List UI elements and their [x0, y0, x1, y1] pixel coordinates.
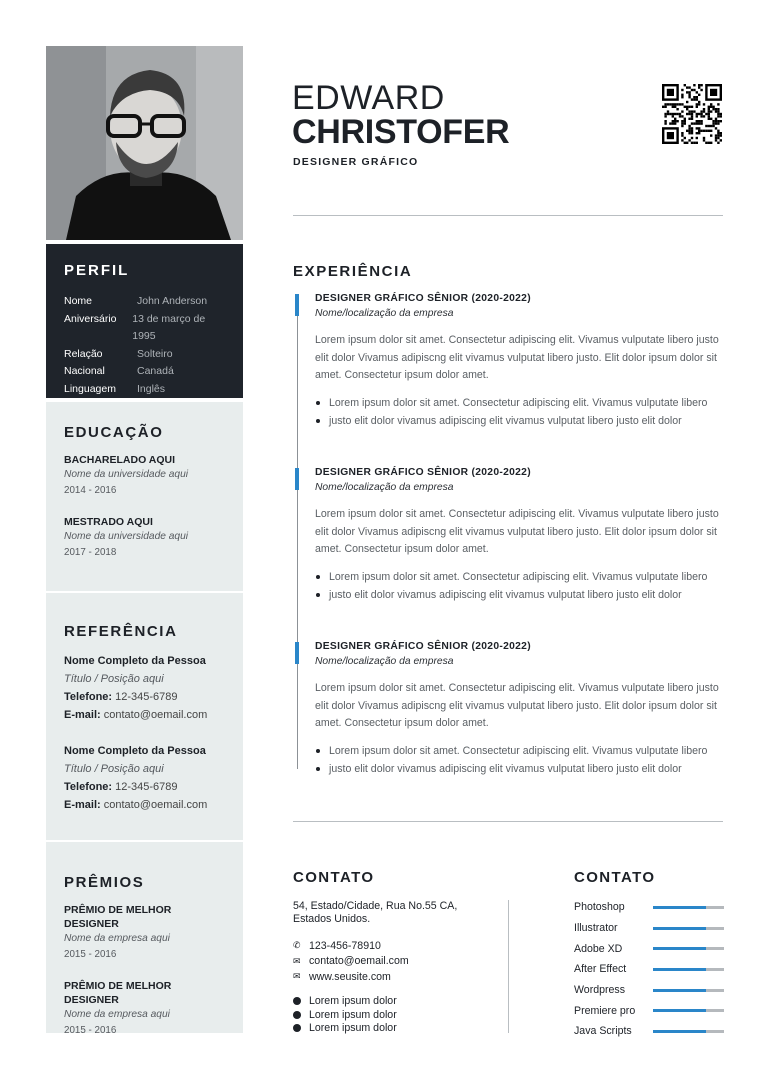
skill-bar [653, 1030, 724, 1033]
award-company: Nome da empresa aqui [64, 1009, 170, 1020]
experience-company: Nome/localização da empresa [315, 656, 454, 667]
profile-photo [46, 46, 243, 240]
premios-section [46, 842, 243, 1036]
reference-phone [64, 688, 225, 706]
social-row[interactable] [293, 994, 397, 1008]
experience-description: Lorem ipsum dolor sit amet. Consectetur adipiscing elit. Vivamus vulputate libero justo elit dolor Vivamus adipiscng elit vivamus vulputat libero justo. Elit dolor ipsum dolor sit amet. Consectetur ipsum dolor amet. [315, 334, 719, 382]
award-name: PRÊMIO DE MELHOR DESIGNER [64, 980, 172, 1006]
social-icon [293, 997, 301, 1005]
skill-fill [653, 927, 706, 930]
skill-row [574, 918, 724, 939]
perfil-value: 13 de março de 1995 [132, 312, 206, 343]
phone-icon: ✆ [293, 940, 301, 951]
experiencia-title: EXPERIÊNCIA [293, 263, 413, 280]
skill-bar [653, 947, 724, 950]
skill-name: Wordpress [574, 984, 626, 997]
contact-email-text[interactable]: contato@oemail.com [309, 955, 409, 968]
skill-fill [653, 1009, 706, 1012]
perfil-row [64, 346, 225, 364]
reference-email-label: E-mail: [64, 709, 101, 721]
contact-site-text[interactable]: www.seusite.com [309, 970, 391, 983]
award-item [64, 979, 225, 1038]
education-item [64, 453, 225, 498]
reference-phone-value: 12-345-6789 [115, 781, 178, 793]
contact-phone [293, 938, 409, 954]
reference-phone-label: Telefone: [64, 781, 113, 793]
skill-bar [653, 968, 724, 971]
experience-role: DESIGNER GRÁFICO SÊNIOR (2020-2022) [315, 641, 531, 652]
footer-divider [293, 821, 723, 822]
skill-row [574, 1000, 724, 1021]
social-text[interactable]: Lorem ipsum dolor [309, 1008, 397, 1021]
perfil-title: PERFIL [64, 262, 130, 279]
reference-role: Título / Posição aqui [64, 673, 164, 685]
envelope-icon: ✉ [293, 971, 301, 982]
experience-bullet: justo elit dolor vivamus adipiscing elit vivamus vulputat libero justo elit dolor [315, 760, 725, 778]
skill-row [574, 1021, 724, 1042]
experience-role: DESIGNER GRÁFICO SÊNIOR (2020-2022) [315, 293, 531, 304]
educacao-section [46, 402, 243, 591]
experience-bullets [315, 742, 725, 778]
educacao-title: EDUCAÇÃO [64, 424, 164, 441]
award-years: 2015 - 2016 [64, 949, 117, 960]
experience-item [315, 640, 725, 778]
skill-name: Photoshop [574, 901, 625, 914]
skill-row [574, 938, 724, 959]
perfil-key: Nome [64, 295, 93, 307]
premios-list [64, 903, 225, 1038]
education-school: Nome da universidade aqui [64, 531, 189, 542]
perfil-key: Nacional [64, 365, 105, 378]
perfil-value: Inglês [137, 382, 166, 395]
reference-phone-label: Telefone: [64, 691, 113, 703]
email-icon: ✉ [293, 955, 301, 966]
reference-role: Título / Posição aqui [64, 763, 164, 775]
job-title: DESIGNER GRÁFICO [293, 156, 419, 168]
experience-item [315, 292, 725, 430]
reference-phone [64, 778, 225, 796]
experience-bullet: justo elit dolor vivamus adipiscing elit vivamus vulputat libero justo elit dolor [315, 586, 725, 604]
social-icon [293, 1024, 301, 1032]
award-company: Nome da empresa aqui [64, 933, 170, 944]
perfil-row [64, 363, 225, 381]
reference-email-value[interactable]: contato@oemail.com [103, 799, 208, 811]
skill-name: Java Scripts [574, 1025, 632, 1038]
premios-title: PRÊMIOS [64, 874, 145, 891]
first-name: EDWARD [292, 79, 445, 117]
award-name: PRÊMIO DE MELHOR DESIGNER [64, 904, 172, 930]
education-degree: MESTRADO AQUI [64, 516, 153, 528]
skill-fill [653, 968, 706, 971]
timeline-marker [295, 294, 299, 316]
social-icon [293, 1011, 301, 1019]
reference-email-label: E-mail: [64, 799, 101, 811]
perfil-rows [64, 293, 225, 399]
skill-name: Premiere pro [574, 1004, 636, 1017]
skill-name: After Effect [574, 963, 627, 976]
perfil-row [64, 293, 225, 311]
social-text[interactable]: Lorem ipsum dolor [309, 994, 397, 1007]
social-list [293, 994, 397, 1035]
social-text[interactable]: Lorem ipsum dolor [309, 1022, 397, 1035]
perfil-section [46, 244, 243, 398]
contact-email[interactable] [293, 954, 409, 970]
experience-bullets [315, 394, 725, 430]
skill-bar [653, 1009, 724, 1012]
skill-name: Adobe XD [574, 942, 623, 955]
referencia-title: REFERÊNCIA [64, 623, 178, 640]
award-item [64, 903, 225, 962]
experience-bullets [315, 568, 725, 604]
qr-code-icon [662, 84, 722, 144]
skill-row [574, 959, 724, 980]
education-school: Nome da universidade aqui [64, 469, 189, 480]
experience-timeline [297, 296, 298, 769]
timeline-marker [295, 468, 299, 490]
experience-bullet: Lorem ipsum dolor sit amet. Consectetur adipiscing elit. Vivamus vulputate libero [315, 394, 725, 412]
reference-item [64, 652, 225, 724]
experience-description: Lorem ipsum dolor sit amet. Consectetur adipiscing elit. Vivamus vulputate libero justo elit dolor Vivamus adipiscng elit vivamus vulputat libero justo. Elit dolor ipsum dolor sit amet. Consectetur ipsum dolor amet. [315, 682, 719, 730]
skill-bar [653, 927, 724, 930]
header-divider [293, 215, 723, 216]
experience-bullet: justo elit dolor vivamus adipiscing elit vivamus vulputat libero justo elit dolor [315, 412, 725, 430]
contact-list [293, 938, 409, 985]
perfil-value: Solteiro [137, 347, 173, 360]
experience-company: Nome/localização da empresa [315, 308, 454, 319]
experience-company: Nome/localização da empresa [315, 482, 454, 493]
skill-row [574, 897, 724, 918]
skills-title: CONTATO [574, 869, 656, 886]
experience-description: Lorem ipsum dolor sit amet. Consectetur adipiscing elit. Vivamus vulputate libero justo elit dolor Vivamus adipiscng elit vivamus vulputat libero justo. Elit dolor ipsum dolor sit amet. Consectetur ipsum dolor amet. [315, 508, 719, 556]
education-years: 2017 - 2018 [64, 547, 117, 558]
reference-name: Nome Completo da Pessoa [64, 655, 206, 667]
address: 54, Estado/Cidade, Rua No.55 CA, Estados Unidos. [293, 900, 458, 925]
last-name: CHRISTOFER [292, 113, 510, 151]
experience-item [315, 466, 725, 604]
skill-bar [653, 906, 724, 909]
experience-bullet: Lorem ipsum dolor sit amet. Consectetur adipiscing elit. Vivamus vulputate libero [315, 742, 725, 760]
experience-role: DESIGNER GRÁFICO SÊNIOR (2020-2022) [315, 467, 531, 478]
perfil-row [64, 311, 225, 346]
educacao-list [64, 453, 225, 560]
education-degree: BACHARELADO AQUI [64, 454, 176, 466]
experience-bullet: Lorem ipsum dolor sit amet. Consectetur adipiscing elit. Vivamus vulputate libero [315, 568, 725, 586]
timeline-marker [295, 642, 299, 664]
award-years: 2015 - 2016 [64, 1025, 117, 1036]
perfil-key: Aniversário [64, 312, 117, 325]
skills-list [574, 897, 724, 1042]
skill-fill [653, 906, 706, 909]
skill-name: Illustrator [574, 922, 618, 935]
reference-phone-value: 12-345-6789 [115, 691, 178, 703]
education-years: 2014 - 2016 [64, 485, 117, 496]
perfil-value: Canadá [137, 365, 174, 378]
referencia-section [46, 593, 243, 840]
contact-site[interactable] [293, 969, 409, 985]
social-row[interactable] [293, 1008, 397, 1022]
perfil-key: Linguagem [64, 382, 116, 395]
education-item [64, 515, 225, 560]
perfil-key: Relação [64, 347, 103, 360]
contato-title: CONTATO [293, 869, 375, 886]
referencia-list [64, 652, 225, 814]
skill-bar [653, 989, 724, 992]
perfil-row [64, 381, 225, 399]
contact-phone-text: 123-456-78910 [309, 939, 381, 952]
skill-row [574, 980, 724, 1001]
skill-fill [653, 947, 706, 950]
social-row[interactable] [293, 1022, 397, 1036]
perfil-value: John Anderson [137, 295, 208, 307]
reference-item [64, 742, 225, 814]
skill-fill [653, 989, 706, 992]
reference-name: Nome Completo da Pessoa [64, 745, 206, 757]
reference-email [64, 796, 225, 814]
reference-email [64, 706, 225, 724]
skill-fill [653, 1030, 706, 1033]
contact-divider [508, 900, 509, 1033]
reference-email-value[interactable]: contato@oemail.com [103, 709, 208, 721]
